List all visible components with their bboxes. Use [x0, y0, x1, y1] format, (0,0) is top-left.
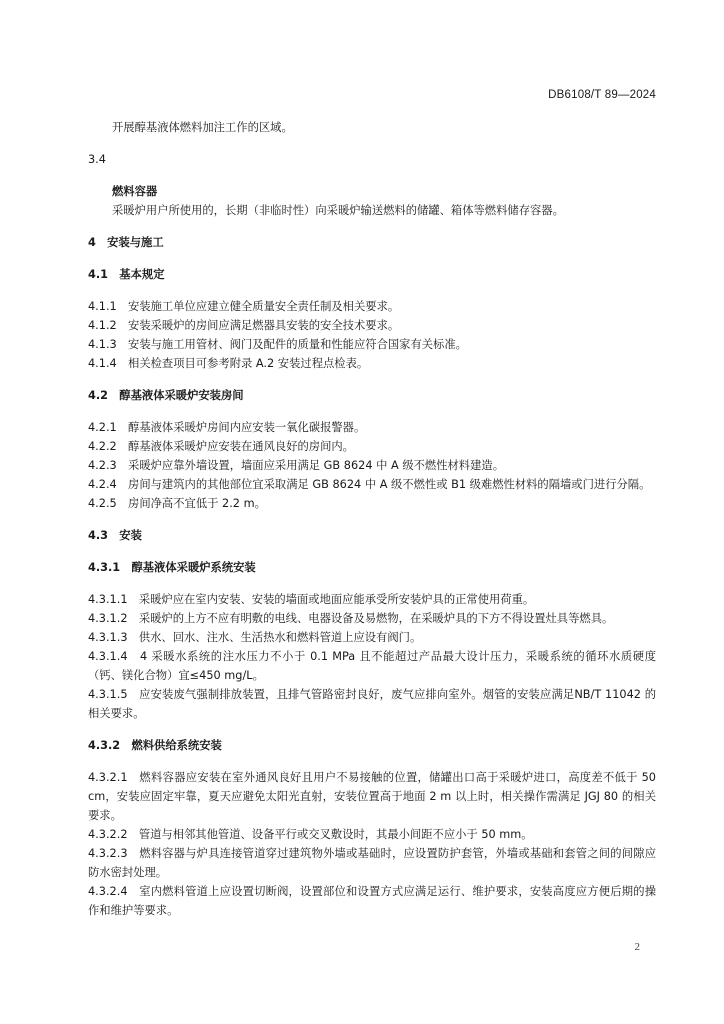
- body-paragraph: 4.2.3 采暖炉应靠外墙设置，墙面应采用满足 GB 8624 中 A 级不燃性材料建造。: [88, 459, 504, 472]
- block-gap: [88, 513, 656, 526]
- section-heading: 4.2 醇基液体采暖炉安装房间: [88, 389, 244, 402]
- block-gap: [88, 405, 656, 418]
- body-paragraph: 4.3.2.2 管道与相邻其他管道、设备平行或交叉敷设时，其最小间距不应小于 50 mm。: [88, 828, 533, 841]
- body-paragraph: 4.2.4 房间与建筑内的其他部位宜采取满足 GB 8624 中 A 级不燃性或 B1 级难燃性材料的隔墙或门进行分隔。: [88, 478, 651, 491]
- block-gap: [88, 545, 656, 558]
- section-heading: 4.3.2 燃料供给系统安装: [88, 739, 222, 752]
- block-gap: [88, 577, 656, 590]
- section-heading: 4.1 基本规定: [88, 268, 165, 281]
- body-paragraph: 4.3.1.3 供水、回水、注水、生活热水和燃料管道上应设有阀门。: [88, 631, 422, 644]
- section-heading: 4.3.1 醇基液体采暖炉系统安装: [88, 561, 256, 574]
- body-paragraph: 4.3.1.1 采暖炉应在室内安装、安装的墙面或地面应能承受所安装炉具的正常使用荷重。: [88, 593, 535, 606]
- body-paragraph: 4.3.2.4 室内燃料管道上应设置切断阀，设置部位和设置方式应满足运行、维护要求，安装高度应方便后期的操作和维护等要求。: [88, 885, 656, 917]
- clause-number: 3.4: [88, 153, 106, 166]
- body-paragraph: 4.3.2.3 燃料容器与炉具连接管道穿过建筑物外墙或基础时，应设置防护套管，外墙或基础和套管之间的间隙应防水密封处理。: [88, 847, 656, 879]
- block-gap: [88, 284, 656, 297]
- block-gap: [88, 373, 656, 386]
- section-heading: 燃料容器: [112, 185, 158, 198]
- block-gap: [88, 252, 656, 265]
- body-paragraph: 4.3.1.5 应安装废气强制排放装置，且排气管路密封良好，废气应排向室外。烟管的安装应满足NB/T 11042 的相关要求。: [88, 688, 656, 720]
- block-gap: [88, 755, 656, 768]
- body-paragraph: 开展醇基液体燃料加注工作的区域。: [112, 121, 293, 134]
- body-paragraph: 4.2.2 醇基液体采暖炉应安装在通风良好的房间内。: [88, 440, 354, 453]
- body-paragraph: 4.2.5 房间净高不宜低于 2.2 m。: [88, 497, 266, 510]
- block-gap: [88, 137, 656, 150]
- body-paragraph: 4.1.4 相关检查项目可参考附录 A.2 安装过程点检表。: [88, 357, 369, 370]
- body-paragraph: 采暖炉用户所使用的，长期（非临时性）向采暖炉输送燃料的储罐、箱体等燃料储存容器。: [112, 204, 564, 217]
- body-paragraph: 4.3.2.1 燃料容器应安装在室外通风良好且用户不易接触的位置，储罐出口高于采暖炉进口，高度差不低于 50 cm，安装应固定牢靠，夏天应避免太阳光直射，安装位置高于地面 2 m 以上时，相关操作需满足 JGJ 80 的相关要求。: [88, 771, 656, 822]
- document-body: [88, 118, 656, 920]
- block-gap: [88, 169, 656, 182]
- standard-code: DB6108/T 89—2024: [548, 89, 656, 101]
- body-paragraph: 4.2.1 醇基液体采暖炉房间内应安装一氧化碳报警器。: [88, 421, 366, 434]
- section-heading: 4 安装与施工: [88, 236, 164, 249]
- page-number: 2: [634, 941, 640, 953]
- body-paragraph: 4.3.1.2 采暖炉的上方不应有明敷的电线、电器设备及易燃物，在采暖炉具的下方不得设置灶具等燃具。: [88, 612, 614, 625]
- body-paragraph: 4.1.1 安装施工单位应建立健全质量安全责任制及相关要求。: [88, 300, 400, 313]
- block-gap: [88, 220, 656, 233]
- section-heading: 4.3 安装: [88, 529, 142, 542]
- body-paragraph: 4.3.1.4 4 采暖水系统的注水压力不小于 0.1 MPa 且不能超过产品最大设计压力，采暖系统的循环水质硬度（钙、镁化合物）宜≤450 mg/L。: [88, 650, 656, 682]
- body-paragraph: 4.1.2 安装采暖炉的房间应满足燃器具安装的安全技术要求。: [88, 319, 400, 332]
- body-paragraph: 4.1.3 安装与施工用管材、阀门及配件的质量和性能应符合国家有关标准。: [88, 338, 467, 351]
- block-gap: [88, 723, 656, 736]
